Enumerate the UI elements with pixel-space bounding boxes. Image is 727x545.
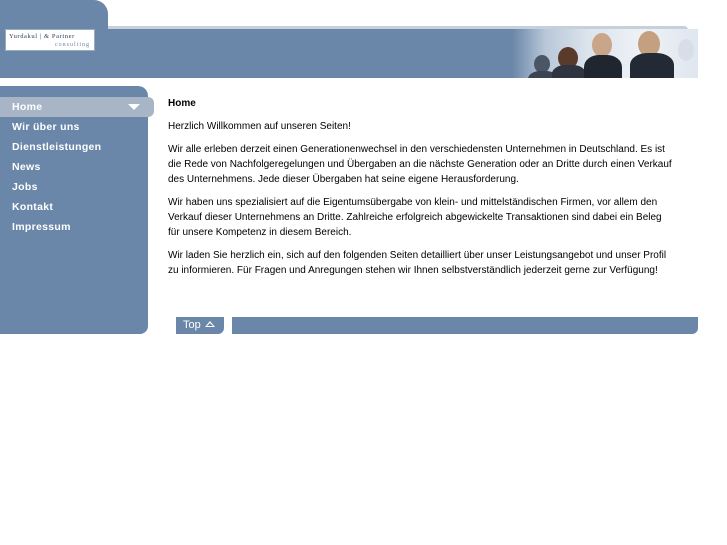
chevron-down-icon <box>128 104 140 110</box>
company-logo[interactable] <box>5 29 95 51</box>
logo-subtext: consulting <box>55 42 90 48</box>
content-paragraph: Wir haben uns spezialisiert auf die Eigentumsübergabe von klein- und mittelständischen Firmen, vor allem den Verkauf dieser Unternehmens an Dritte. Zahlreiche erfolgreich abgewickelte Transaktionen sind dabei ein Beleg für unsere Kompetenz in diesem Bereich. <box>168 197 662 238</box>
footer-bar <box>232 317 698 334</box>
nav-item-dienstleistungen[interactable] <box>0 137 154 157</box>
top-button-label: Top <box>183 319 201 331</box>
header-photo-business-people <box>512 29 698 78</box>
nav-item-label: Jobs <box>12 181 38 193</box>
nav-item-wir-ueber-uns[interactable] <box>0 117 154 137</box>
main-navigation <box>0 97 154 237</box>
triangle-up-icon <box>205 321 215 327</box>
main-content <box>168 96 674 286</box>
nav-item-home[interactable] <box>0 97 154 117</box>
content-paragraph: Wir laden Sie herzlich ein, sich auf den folgenden Seiten detailliert über unser Leistungsangebot und unser Profil zu informieren. Für Fragen und Anregungen stehen wir Ihnen selbstverständlich jederzeit gerne zur Verfügung! <box>168 250 667 276</box>
nav-item-impressum[interactable] <box>0 217 154 237</box>
content-paragraph: Wir alle erleben derzeit einen Generationenwechsel in den verschiedensten Unternehmen in Deutschland. Es ist die Rede von Nachfolgeregelungen und Übergaben an die nächste Generation oder an Dritte durch einen Verkauf des Unternehmens. Jede dieser Übergaben hat seine eigene Herausforderung. <box>168 144 672 185</box>
nav-item-label: Dienstleistungen <box>12 141 102 153</box>
welcome-paragraph: Herzlich Willkommen auf unseren Seiten! <box>168 121 351 132</box>
nav-item-label: Home <box>12 101 43 113</box>
page-title: Home <box>168 98 196 109</box>
nav-item-label: Impressum <box>12 221 71 233</box>
back-to-top-button[interactable] <box>176 317 224 334</box>
nav-item-news[interactable] <box>0 157 154 177</box>
header-tab <box>0 0 108 30</box>
logo-text: Yurdakul | & Partner <box>9 33 75 40</box>
nav-item-kontakt[interactable] <box>0 197 154 217</box>
nav-item-label: News <box>12 161 41 173</box>
nav-item-label: Kontakt <box>12 201 54 213</box>
nav-item-label: Wir über uns <box>12 121 80 133</box>
nav-item-jobs[interactable] <box>0 177 154 197</box>
